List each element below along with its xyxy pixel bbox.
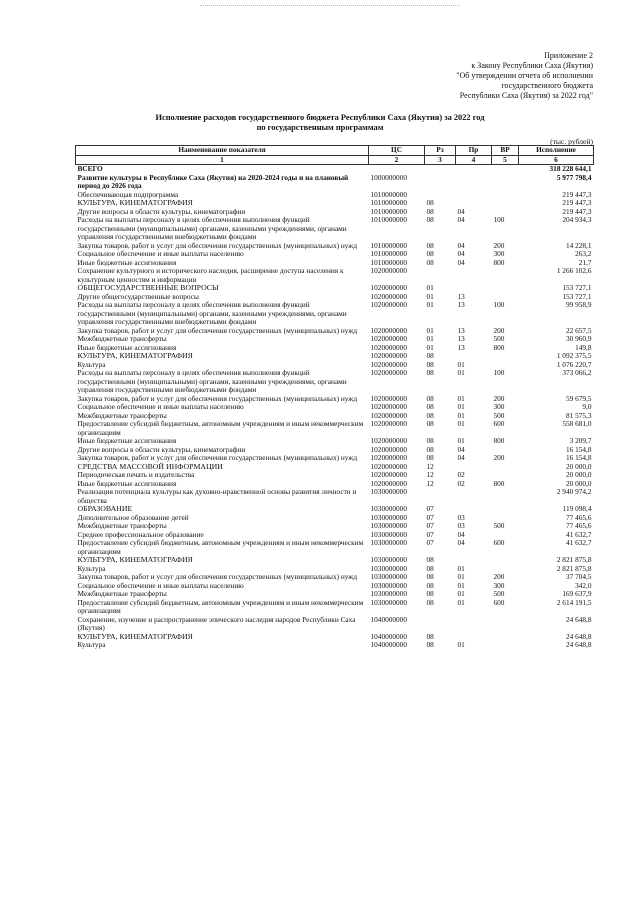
- row-pr: 01: [457, 572, 465, 581]
- row-rz: 01: [426, 342, 434, 352]
- row-cs: 1010000000: [370, 249, 407, 258]
- row-cs: 1000000000: [370, 172, 407, 182]
- row-name: Иные бюджетные ассигнования: [77, 436, 177, 445]
- row-name: Социальное обеспечение и иные выплаты населению: [77, 402, 244, 411]
- row-name: Социальное обеспечение и иные выплаты населению: [77, 580, 244, 590]
- appendix-line: Республики Саха (Якутия) за 2022 год": [459, 91, 593, 100]
- row-pr: 13: [457, 342, 465, 352]
- row-value: 263,2: [575, 249, 592, 258]
- row-cs: 1020000000: [370, 478, 407, 488]
- row-vr: [492, 633, 519, 642]
- row-cs: 1030000000: [370, 572, 407, 581]
- row-cs: 1020000000: [370, 283, 407, 292]
- row-cs: 1020000000: [370, 266, 407, 275]
- row-rz: 08: [426, 640, 434, 649]
- row-cs: 1010000000: [370, 198, 407, 207]
- row-cs: 1010000000: [370, 189, 407, 199]
- row-name: Сохранение, изучение и распространение эпического наследия народов Республики Саха (Якутия): [77, 614, 356, 632]
- row-vr: 800: [493, 342, 505, 352]
- row-name: Другие вопросы в области культуры, кинематографии: [77, 206, 246, 216]
- row-value: 41 632,7: [565, 538, 592, 547]
- row-cs: 1020000000: [370, 359, 407, 369]
- row-rz: [425, 165, 456, 174]
- row-name: ОБЩЕГОСУДАРСТВЕННЫЕ ВОПРОСЫ: [77, 283, 219, 292]
- row-rz: 08: [426, 198, 434, 207]
- row-value: 16 154,8: [565, 444, 592, 454]
- row-vr: 100: [493, 300, 505, 309]
- column-number: 4: [456, 155, 492, 165]
- row-cs: 1020000000: [370, 300, 407, 309]
- row-value: 20 000,0: [565, 478, 592, 488]
- row-rz: 07: [426, 512, 434, 522]
- header-vr: ВР: [492, 146, 519, 156]
- row-rz: 01: [426, 283, 434, 292]
- row-rz: 07: [426, 529, 434, 539]
- row-cs: 1020000000: [370, 444, 407, 454]
- row-vr: 800: [493, 436, 505, 445]
- row-pr: [456, 191, 492, 200]
- row-value: 77 465,6: [565, 512, 592, 522]
- row-value: 24 648,8: [565, 631, 592, 641]
- scan-artifact: [200, 5, 460, 7]
- table-row: [76, 352, 594, 361]
- row-name: Расходы на выплаты персоналу в целях обеспечения выполнения функций государственными (муниципальными) органами, казенными учреждениями, органами управления государственными внебюджетными фондами: [77, 300, 347, 326]
- row-name: Периодическая печать и издательства: [77, 470, 195, 479]
- row-value: 37 704,5: [565, 572, 592, 581]
- row-name: Среднее профессиональное образование: [77, 529, 204, 539]
- row-value: 59 679,5: [565, 393, 592, 403]
- row-name: Иные бюджетные ассигнования: [77, 257, 177, 267]
- row-cs: 1030000000: [370, 580, 407, 590]
- row-pr: 04: [457, 240, 465, 250]
- row-pr: [456, 174, 492, 191]
- table-row: [76, 301, 594, 327]
- row-value: 119 098,4: [562, 504, 592, 513]
- row-cs: 1030000000: [370, 538, 407, 547]
- row-rz: 08: [426, 402, 434, 411]
- row-rz: 07: [426, 521, 434, 530]
- row-pr: 01: [457, 589, 465, 598]
- row-cs: 1020000000: [370, 436, 407, 445]
- header-cs: ЦС: [369, 146, 425, 156]
- row-pr: 04: [457, 453, 465, 462]
- row-pr: 01: [457, 402, 465, 411]
- row-name: Дополнительное образование детей: [77, 512, 189, 522]
- row-rz: 07: [426, 538, 434, 547]
- row-pr: 01: [457, 563, 465, 573]
- row-pr: 01: [457, 359, 465, 369]
- row-rz: 12: [426, 461, 434, 471]
- appendix-line: "Об утверждении отчета об исполнении: [456, 71, 593, 80]
- row-name: Иные бюджетные ассигнования: [77, 478, 177, 488]
- table-row: [76, 539, 594, 556]
- row-rz: 08: [426, 444, 434, 454]
- row-cs: 1020000000: [370, 325, 407, 335]
- row-rz: 08: [426, 563, 434, 573]
- row-value: 3 209,7: [569, 436, 592, 445]
- row-rz: 08: [426, 597, 434, 607]
- row-rz: 08: [426, 215, 434, 224]
- row-value: 219 447,3: [562, 198, 592, 207]
- row-name: Другие вопросы в области культуры, кинематографии: [77, 444, 246, 454]
- row-pr: 13: [457, 325, 465, 335]
- column-number: 5: [492, 155, 519, 165]
- row-vr: 800: [493, 478, 505, 488]
- row-pr: [456, 616, 492, 633]
- row-pr: 01: [457, 368, 465, 377]
- table-row: [76, 369, 594, 395]
- row-name: КУЛЬТУРА, КИНЕМАТОГРАФИЯ: [77, 198, 193, 207]
- row-rz: [425, 488, 456, 505]
- row-name: Закупка товаров, работ и услуг для обеспечения государственных (муниципальных) нужд: [77, 240, 358, 250]
- row-cs: 1010000000: [370, 215, 407, 224]
- row-name: Предоставление субсидий бюджетным, автономным учреждениям и иным некоммерческим организациям: [77, 597, 364, 615]
- column-number: 6: [519, 155, 594, 165]
- row-pr: 01: [457, 640, 465, 649]
- row-name: Сохранение культурного и исторического наследия, расширение доступа населения к культурным ценностям и информации: [77, 266, 344, 284]
- appendix-line: к Закону Республики Саха (Якутия): [471, 61, 593, 70]
- appendix-line: Приложение 2: [544, 51, 593, 60]
- row-rz: 08: [426, 249, 434, 258]
- row-name: Расходы на выплаты персоналу в целях обеспечения выполнения функций государственными (муниципальными) органами, казенными учреждениями, органами управления государственными внебюджетными фондами: [77, 368, 347, 394]
- row-name: Межбюджетные трансферты: [77, 589, 167, 598]
- row-rz: 08: [426, 206, 434, 216]
- row-pr: 13: [457, 300, 465, 309]
- row-vr: [492, 505, 519, 514]
- header-rz: Рз: [425, 146, 456, 156]
- row-name: Расходы на выплаты персоналу в целях обеспечения выполнения функций государственными (муниципальными) органами, казенными учреждениями, органами управления государственными внебюджетными фондами: [77, 215, 347, 241]
- row-rz: 12: [426, 470, 434, 479]
- row-vr: [492, 463, 519, 472]
- column-number: 1: [76, 155, 369, 165]
- row-value: 558 681,0: [562, 419, 592, 428]
- row-name: Закупка товаров, работ и услуг для обеспечения государственных (муниципальных) нужд: [77, 393, 358, 403]
- row-pr: 04: [457, 249, 465, 258]
- row-vr: [492, 174, 519, 191]
- row-name: ВСЕГО: [77, 164, 103, 173]
- row-vr: 200: [493, 572, 505, 581]
- row-rz: 01: [426, 291, 434, 301]
- row-cs: 1020000000: [370, 453, 407, 462]
- row-name: Закупка товаров, работ и услуг для обеспечения государственных (муниципальных) нужд: [77, 325, 358, 335]
- table-body: [76, 165, 594, 650]
- row-pr: 13: [457, 334, 465, 343]
- row-name: Межбюджетные трансферты: [77, 334, 167, 343]
- row-value: 81 575,3: [565, 410, 592, 420]
- row-value: 16 154,8: [565, 453, 592, 462]
- row-cs: 1030000000: [370, 563, 407, 573]
- table-column-numbers-row: [76, 155, 594, 165]
- row-value: 20 000,0: [565, 461, 592, 471]
- row-pr: 03: [457, 521, 465, 530]
- column-number: 2: [369, 155, 425, 165]
- row-vr: [492, 488, 519, 505]
- row-pr: 01: [457, 580, 465, 590]
- row-value: 149,8: [575, 342, 592, 352]
- row-name: Развитие культуры в Республике Саха (Якутия) на 2020-2024 годы и на плановый период до 2026 года: [77, 172, 349, 190]
- row-vr: 300: [493, 249, 505, 258]
- row-rz: [425, 267, 456, 284]
- row-pr: [456, 165, 492, 174]
- row-rz: 01: [426, 334, 434, 343]
- row-vr: [492, 267, 519, 284]
- row-cs: 1020000000: [370, 410, 407, 420]
- row-cs: 1040000000: [370, 614, 407, 624]
- row-cs: 1020000000: [370, 342, 407, 352]
- row-vr: 200: [493, 240, 505, 250]
- row-value: 99 958,9: [565, 300, 592, 309]
- row-pr: 01: [457, 419, 465, 428]
- row-pr: 01: [457, 393, 465, 403]
- row-name: Обеспечивающая подпрограмма: [77, 189, 179, 199]
- row-value: 1 092 375,5: [556, 351, 592, 360]
- row-pr: [456, 267, 492, 284]
- row-pr: 13: [457, 291, 465, 301]
- row-cs: 1020000000: [370, 291, 407, 301]
- column-number: 3: [425, 155, 456, 165]
- row-name: Реализация потенциала культуры как духовно-нравственной основы развития личности и общества: [77, 487, 357, 505]
- row-cs: 1020000000: [370, 470, 407, 479]
- row-vr: 500: [493, 521, 505, 530]
- table-row: [76, 420, 594, 437]
- row-name: Закупка товаров, работ и услуг для обеспечения государственных (муниципальных) нужд: [77, 453, 358, 462]
- row-value: 2 940 974,2: [556, 487, 592, 496]
- row-cs: 1020000000: [370, 402, 407, 411]
- row-rz: [425, 174, 456, 191]
- row-cs: 1020000000: [370, 351, 407, 360]
- row-value: 22 657,5: [565, 325, 592, 335]
- row-vr: 600: [493, 597, 505, 607]
- row-cs: 1010000000: [370, 257, 407, 267]
- row-rz: 08: [426, 368, 434, 377]
- row-rz: 08: [426, 453, 434, 462]
- row-cs: 1030000000: [370, 529, 407, 539]
- row-vr: [492, 556, 519, 565]
- row-value: 24 648,8: [565, 614, 592, 624]
- row-cs: 1020000000: [370, 334, 407, 343]
- row-name: Предоставление субсидий бюджетным, автономным учреждениям и иным некоммерческим организациям: [77, 419, 364, 437]
- row-cs: 1030000000: [370, 521, 407, 530]
- row-vr: 200: [493, 393, 505, 403]
- row-pr: 01: [457, 410, 465, 420]
- table-row: [76, 616, 594, 633]
- row-cs: 1020000000: [370, 419, 407, 428]
- row-rz: 08: [426, 572, 434, 581]
- row-pr: 04: [457, 257, 465, 267]
- row-rz: 08: [426, 240, 434, 250]
- row-vr: 200: [493, 453, 505, 462]
- row-rz: 12: [426, 478, 434, 488]
- table-row: [76, 488, 594, 505]
- row-rz: 07: [426, 504, 434, 513]
- row-name: ОБРАЗОВАНИЕ: [77, 504, 133, 513]
- title-line: Исполнение расходов государственного бюджета Республики Саха (Якутия) за 2022 год: [155, 113, 485, 122]
- row-name: Социальное обеспечение и иные выплаты населению: [77, 249, 244, 258]
- row-name: Предоставление субсидий бюджетным, автономным учреждениям и иным некоммерческим организациям: [77, 538, 364, 556]
- row-name: КУЛЬТУРА, КИНЕМАТОГРАФИЯ: [77, 351, 193, 360]
- row-cs: 1040000000: [370, 631, 407, 641]
- table-row: [76, 599, 594, 616]
- row-vr: [492, 641, 519, 650]
- row-value: 41 632,7: [565, 529, 592, 539]
- row-value: 30 960,9: [565, 334, 592, 343]
- row-cs: 1030000000: [370, 504, 407, 513]
- row-pr: [456, 488, 492, 505]
- row-pr: 03: [457, 512, 465, 522]
- row-value: 169 637,9: [562, 589, 592, 598]
- row-vr: 100: [493, 368, 505, 377]
- row-name: Закупка товаров, работ и услуг для обеспечения государственных (муниципальных) нужд: [77, 572, 358, 581]
- table-row: [76, 216, 594, 242]
- row-pr: 02: [457, 470, 465, 479]
- row-cs: 1010000000: [370, 206, 407, 216]
- row-vr: 600: [493, 419, 505, 428]
- row-value: 204 934,3: [562, 215, 592, 224]
- row-vr: 800: [493, 257, 505, 267]
- row-rz: 08: [426, 419, 434, 428]
- row-value: 5 977 798,4: [556, 172, 592, 182]
- row-pr: 04: [457, 215, 465, 224]
- row-value: 219 447,3: [562, 206, 592, 216]
- appendix-note: [393, 51, 593, 101]
- row-value: 1 076 220,7: [556, 359, 592, 369]
- row-name: Культура: [77, 640, 106, 649]
- row-cs: 1030000000: [370, 555, 407, 564]
- row-cs: 1010000000: [370, 240, 407, 250]
- row-vr: [492, 352, 519, 361]
- row-name: Межбюджетные трансферты: [77, 410, 167, 420]
- row-value: 153 727,1: [562, 283, 592, 292]
- row-rz: 08: [426, 410, 434, 420]
- row-vr: 200: [493, 325, 505, 335]
- row-cs: 1020000000: [370, 461, 407, 471]
- row-cs: 1020000000: [370, 393, 407, 403]
- row-pr: 01: [457, 436, 465, 445]
- row-rz: 08: [426, 257, 434, 267]
- appendix-line: государственного бюджета: [501, 81, 593, 90]
- document-title: [110, 113, 530, 133]
- row-value: 2 821 875,8: [556, 563, 592, 573]
- row-vr: 500: [493, 410, 505, 420]
- row-cs: 1030000000: [370, 512, 407, 522]
- row-name: Культура: [77, 359, 106, 369]
- row-value: 219 447,3: [562, 189, 592, 199]
- row-cs: 1020000000: [370, 368, 407, 377]
- row-pr: 01: [457, 597, 465, 607]
- table-row: [76, 267, 594, 284]
- row-name: Другие общегосударственные вопросы: [77, 291, 199, 301]
- row-value: 9,0: [582, 402, 592, 411]
- row-value: 20 000,0: [565, 470, 592, 479]
- row-value: 14 228,1: [565, 240, 592, 250]
- row-vr: [492, 199, 519, 208]
- header-value: Исполнение: [519, 146, 594, 156]
- row-value: 24 648,8: [565, 640, 592, 649]
- row-rz: 08: [426, 436, 434, 445]
- row-vr: [492, 284, 519, 293]
- row-value: 1 266 102,6: [556, 266, 592, 275]
- row-name: СРЕДСТВА МАССОВОЙ ИНФОРМАЦИИ: [77, 461, 223, 471]
- row-rz: 01: [426, 300, 434, 309]
- table-row: [76, 556, 594, 565]
- row-vr: 500: [493, 334, 505, 343]
- row-value: 318 228 644,1: [549, 164, 592, 173]
- row-vr: [492, 191, 519, 200]
- table-header-row: [76, 146, 594, 156]
- row-vr: 100: [493, 215, 505, 224]
- row-pr: 04: [457, 206, 465, 216]
- table-row: [76, 633, 594, 642]
- table-row: [76, 174, 594, 191]
- row-cs: 1040000000: [370, 640, 407, 649]
- row-cs: 1030000000: [370, 589, 407, 598]
- row-value: 2 821 875,8: [556, 555, 592, 564]
- row-name: Межбюджетные трансферты: [77, 521, 167, 530]
- row-rz: 08: [426, 589, 434, 598]
- row-name: КУЛЬТУРА, КИНЕМАТОГРАФИЯ: [77, 555, 193, 564]
- header-name: Наименование показателя: [76, 146, 369, 156]
- row-name: Иные бюджетные ассигнования: [77, 342, 177, 352]
- table-row: [76, 641, 594, 650]
- row-value: 21,7: [578, 257, 592, 267]
- row-rz: [425, 616, 456, 633]
- budget-table: [75, 145, 594, 650]
- row-pr: 02: [457, 478, 465, 488]
- row-pr: 04: [457, 538, 465, 547]
- row-pr: 04: [457, 529, 465, 539]
- row-vr: 500: [493, 589, 505, 598]
- row-cs: 1030000000: [370, 487, 407, 496]
- row-vr: 300: [493, 580, 505, 590]
- row-rz: 01: [426, 325, 434, 335]
- row-cs: 1030000000: [370, 597, 407, 607]
- row-vr: 600: [493, 538, 505, 547]
- title-line: по государственным программам: [256, 123, 384, 132]
- row-value: 342,0: [575, 580, 592, 590]
- row-rz: 08: [426, 631, 434, 641]
- row-rz: 08: [426, 359, 434, 369]
- row-rz: 08: [426, 580, 434, 590]
- row-value: 373 066,2: [562, 368, 592, 377]
- row-rz: 08: [426, 555, 434, 564]
- header-pr: Пр: [456, 146, 492, 156]
- row-name: КУЛЬТУРА, КИНЕМАТОГРАФИЯ: [77, 631, 193, 641]
- row-value: 2 614 191,5: [556, 597, 592, 607]
- row-vr: [492, 616, 519, 633]
- row-rz: 08: [426, 393, 434, 403]
- units-label: (тыс. рублей): [550, 137, 593, 146]
- row-value: 153 727,1: [562, 291, 592, 301]
- row-name: Культура: [77, 563, 106, 573]
- row-vr: [492, 165, 519, 174]
- row-pr: 04: [457, 444, 465, 454]
- row-rz: 08: [426, 351, 434, 360]
- row-vr: 300: [493, 402, 505, 411]
- row-value: 77 465,6: [565, 521, 592, 530]
